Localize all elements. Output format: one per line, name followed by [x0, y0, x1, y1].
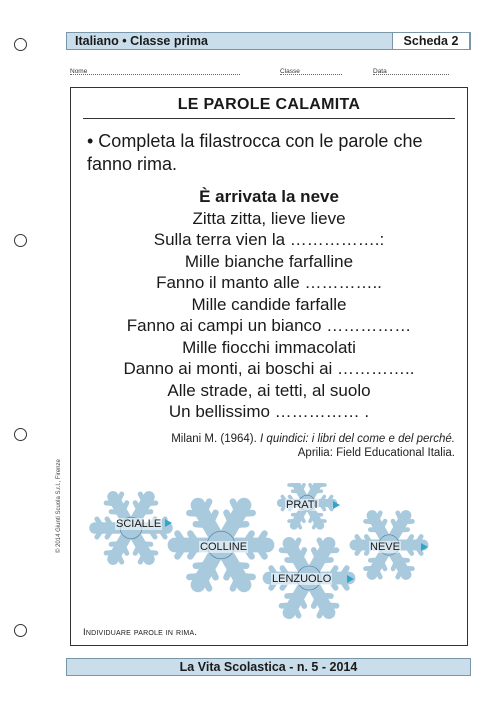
- poem-line: Danno ai monti, ai boschi ai …………..: [123, 359, 415, 378]
- worksheet-title: LE PAROLE CALAMITA: [177, 96, 361, 113]
- sheet-number: Scheda 2: [392, 32, 470, 50]
- footer-bar: La Vita Scolastica - n. 5 - 2014: [66, 658, 471, 676]
- binder-hole: [14, 624, 27, 637]
- poem-line: Alle strade, ai tetti, al suolo: [167, 380, 371, 400]
- poem-line: Un bellissimo …………… .: [168, 402, 370, 421]
- poem-line: Fanno il manto alle …………..: [156, 273, 382, 292]
- binder-hole: [14, 234, 27, 247]
- poem-line: Mille candide farfalle: [191, 294, 347, 314]
- copyright-notice: © 2014 Giunti Scuola S.r.l., Firenze: [56, 459, 62, 553]
- date-field[interactable]: [373, 68, 449, 75]
- snowflakes-illustration: [71, 483, 469, 623]
- citation-book: I quindici: i libri del come e del perché.: [260, 433, 455, 445]
- poem: [71, 186, 467, 423]
- class-label: Classe: [280, 68, 300, 75]
- citation-author: Milani M. (1964).: [171, 433, 261, 445]
- poem-line: Mille fiocchi immacolati: [182, 337, 356, 357]
- exercise-card: [70, 87, 468, 646]
- word-neve: NEVE: [370, 541, 400, 553]
- poem-title: È arrivata la neve: [199, 187, 339, 206]
- date-label: Data: [373, 68, 387, 75]
- class-field[interactable]: [280, 68, 342, 75]
- binder-hole: [14, 38, 27, 51]
- citation-publisher: Aprilia: Field Educational Italia.: [297, 447, 455, 459]
- activity-caption: Individuare parole in rima.: [83, 627, 198, 638]
- word-prati: PRATI: [286, 499, 318, 511]
- poem-line: Mille bianche farfalline: [184, 251, 354, 271]
- snowflake-area: [71, 483, 469, 623]
- title-divider: [83, 118, 455, 119]
- poem-line: Zitta zitta, lieve lieve: [192, 208, 346, 228]
- citation: [171, 432, 455, 460]
- word-colline: COLLINE: [200, 541, 248, 553]
- header-bar: [66, 32, 471, 50]
- instruction-text: • Completa la filastrocca con le parole che fanno rima.: [87, 131, 423, 174]
- name-label: Nome: [70, 68, 88, 75]
- binder-hole: [14, 428, 27, 441]
- name-field[interactable]: [70, 68, 240, 75]
- subject-label: Italiano • Classe prima: [75, 34, 208, 48]
- poem-line: Sulla terra vien la …………….:: [153, 230, 385, 249]
- word-lenzuolo: LENZUOLO: [272, 573, 332, 585]
- word-scialle: SCIALLE: [116, 518, 162, 530]
- poem-line: Fanno ai campi un bianco ……………: [126, 316, 412, 335]
